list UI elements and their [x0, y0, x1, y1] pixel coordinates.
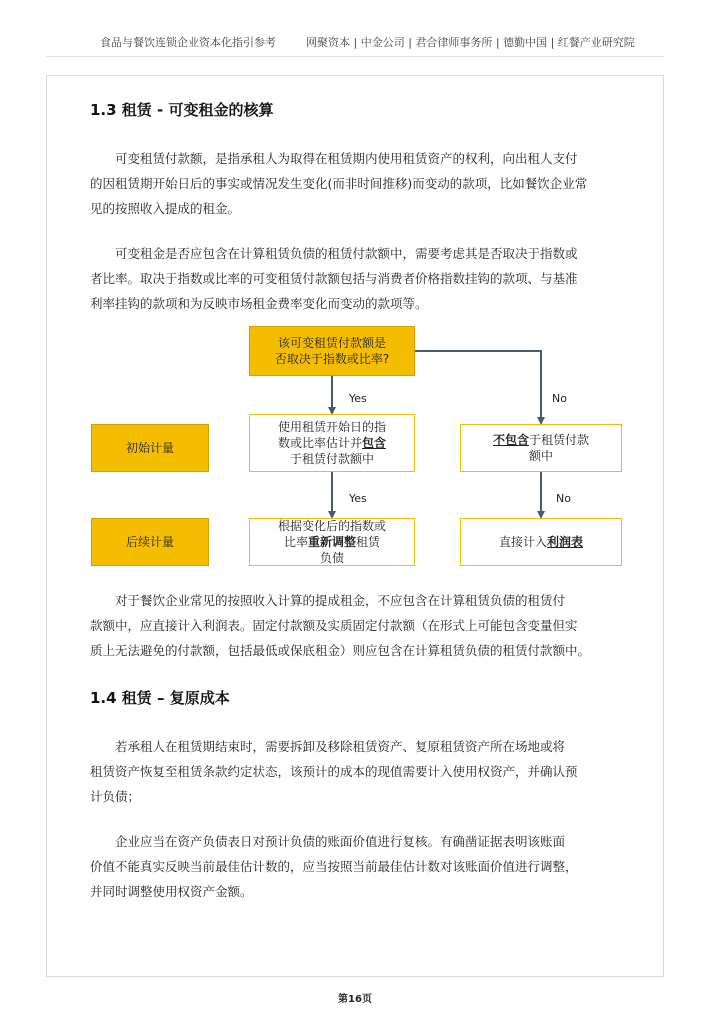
box-remeasure-liability: [249, 518, 415, 566]
text-line: 价值不能真实反映当前最佳估计数的，应当按照当前最佳估计数对该账面价值进行调整，: [90, 859, 578, 874]
page-number: 第16页: [338, 994, 372, 1005]
label-no: No: [552, 392, 567, 405]
box-line: 额中: [528, 449, 553, 463]
box-exclude-from-payments: [460, 424, 622, 472]
text-line: 者比率。取决于指数或比率的可变租赁付款额包括与消费者价格指数挂钩的款项、与基准: [90, 271, 578, 286]
paragraph-provision-review: [90, 829, 630, 904]
emphasis-include: 包含: [362, 436, 387, 450]
text-line: 租赁资产恢复至租赁条款约定状态，该预计的成本的现值需要计入使用权资产，并确认预: [90, 764, 578, 779]
text-line: 并同时调整使用权资产金额。: [90, 884, 253, 899]
paragraph-revenue-based-rent: [90, 588, 630, 663]
text-line: 的因租赁期开始日后的事实或情况发生变化(而非时间推移)而变动的款项，比如餐饮企业常: [90, 176, 588, 191]
emphasis-exclude: 不包含: [492, 433, 529, 447]
box-direct-to-pl: [460, 518, 622, 566]
section-title-1-3: 1.3 租赁 - 可变租金的核算: [90, 101, 274, 119]
text-line: 可变租赁付款额，是指承租人为取得在租赁期内使用租赁资产的权利，向出租人支付: [115, 151, 578, 166]
box-line: 于租赁付款额中: [289, 452, 374, 466]
text-line: 计负债；: [90, 789, 141, 804]
box-text: 租赁: [356, 535, 381, 549]
text-line: 对于餐饮企业常见的按照收入计算的提成租金，不应包含在计算租赁负债的租赁付: [115, 593, 566, 608]
label-yes: Yes: [349, 392, 367, 405]
text-line: 利率挂钩的款项和为反映市场租金费率变化而变动的款项等。: [90, 296, 428, 311]
box-text: 比率: [283, 535, 308, 549]
text-line: 企业应当在资产负债表日对预计负债的账面价值进行复核。有确凿证据表明该账面: [115, 834, 566, 849]
text-line: 质上无法避免的付款额，包括最低或保底租金）则应包含在计算租赁负债的租赁付款额中。: [90, 643, 591, 658]
header-doc-title: 食品与餐饮连锁企业资本化指引参考: [100, 36, 276, 49]
box-text: 数或比率估计并: [277, 436, 362, 450]
box-line: 负债: [319, 551, 344, 565]
stage-subsequent-measurement: [91, 518, 209, 566]
stage-label: 后续计量: [125, 535, 174, 549]
box-include-in-payments: [249, 414, 415, 472]
label-yes: Yes: [349, 492, 367, 505]
box-text: 于租赁付款: [529, 433, 590, 447]
stage-label: 初始计量: [125, 441, 174, 455]
box-line: 使用租赁开始日的指: [277, 420, 386, 434]
decision-line: 否取决于指数或比率?: [274, 352, 390, 366]
header-authors: 网聚资本 | 中金公司 | 君合律师事务所 | 德勤中国 | 红餐产业研究院: [306, 36, 635, 49]
arrow-no-initial: [414, 351, 541, 423]
text-line: 见的按照收入提成的租金。: [90, 201, 241, 216]
text-line: 款额中，应直接计入利润表。固定付款额及实质固定付款额（在形式上可能包含变量但实: [90, 618, 578, 633]
decision-line: 该可变租赁付款额是: [277, 336, 386, 350]
box-text: 直接计入: [498, 535, 547, 549]
text-line: 可变租金是否应包含在计算租赁负债的租赁付款额中，需要考虑其是否取决于指数或: [115, 246, 578, 261]
stage-initial-measurement: [91, 424, 209, 472]
text-line: 若承租人在租赁期结束时，需要拆卸及移除租赁资产、复原租赁资产所在场地或将: [115, 739, 566, 754]
paragraph-restoration-cost: [90, 734, 630, 809]
decision-box-index-or-rate: [249, 326, 415, 376]
box-line: 根据变化后的指数或: [277, 519, 386, 533]
emphasis-remeasure: 重新调整: [307, 535, 356, 549]
label-no: No: [556, 492, 571, 505]
section-title-1-4: 1.4 租赁 – 复原成本: [90, 689, 230, 707]
emphasis-pl: 利润表: [547, 535, 584, 549]
